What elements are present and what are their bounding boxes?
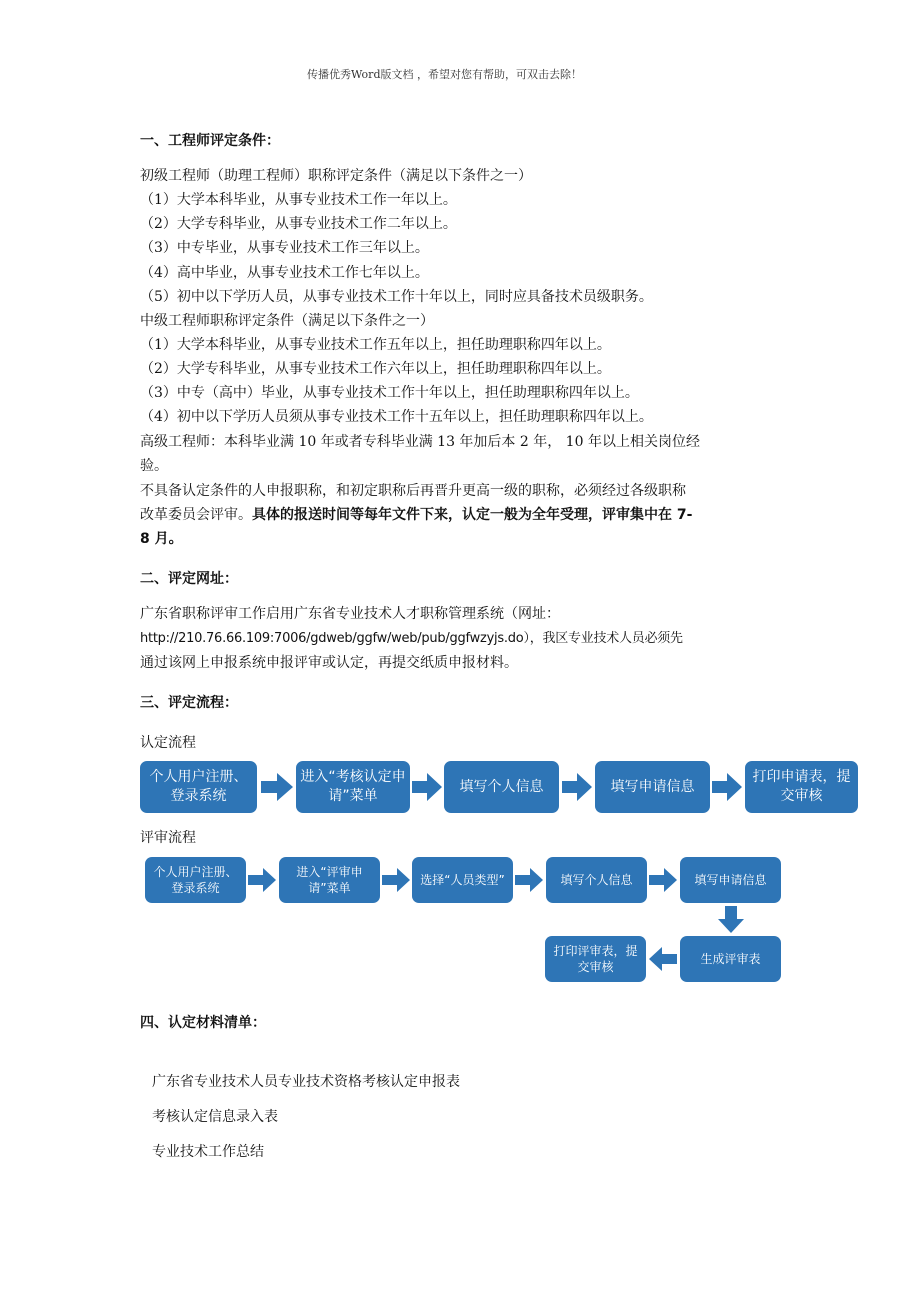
note-bold-cont: 8 月。 (140, 531, 183, 547)
flow-2-label: 评审流程 (140, 830, 196, 846)
arrow-right-icon (712, 773, 742, 801)
arrow-right-icon (248, 868, 276, 892)
note-paragraph: 不具备认定条件的人申报职称，和初定职称后再晋升更高一级的职称，必须经过各级职称 (140, 483, 686, 499)
flow-1-label: 认定流程 (140, 735, 196, 751)
site-paragraph-end: 通过该网上申报系统申报评审或认定，再提交纸质申报材料。 (140, 655, 518, 671)
site-url-line: http://210.76.66.109:7006/gdweb/ggfw/web/pub/ggfwzyjs.do），我区专业技术人员必须先 (140, 631, 683, 646)
flow2-step-enter-menu: 进入“评审申请”菜单 (279, 857, 380, 903)
material-item: 专业技术工作总结 (152, 1144, 264, 1160)
site-paragraph: 广东省职称评审工作启用广东省专业技术人才职称管理系统（网址： (140, 606, 560, 622)
arrow-right-icon (412, 773, 442, 801)
section-2-title: 二、评定网址： (140, 571, 238, 587)
arrow-down-icon (718, 906, 744, 933)
junior-title: 初级工程师（助理工程师）职称评定条件（满足以下条件之一） (140, 168, 532, 184)
note-paragraph-line3 (140, 527, 183, 551)
flow2-step-register: 个人用户注册、登录系统 (145, 857, 246, 903)
mid-item: （3）中专（高中）毕业，从事专业技术工作十年以上，担任助理职称四年以上。 (140, 385, 639, 401)
section-3-title: 三、评定流程： (140, 695, 238, 711)
flow1-step-print-submit: 打印申请表，提交审核 (745, 761, 858, 813)
junior-item: （2）大学专科毕业，从事专业技术工作二年以上。 (140, 216, 457, 232)
note-bold: 具体的报送时间等每年文件下来，认定一般为全年受理，评审集中在 7- (252, 507, 693, 523)
flow2-step-choose-type: 选择“人员类型” (412, 857, 513, 903)
flow2-step-generate-form: 生成评审表 (680, 936, 781, 982)
flow2-step-print-submit: 打印评审表，提交审核 (545, 936, 646, 982)
flow1-step-application-info: 填写申请信息 (595, 761, 710, 813)
arrow-right-icon (649, 868, 677, 892)
arrow-right-icon (261, 773, 293, 801)
mid-item: （2）大学专科毕业，从事专业技术工作六年以上，担任助理职称四年以上。 (140, 361, 611, 377)
material-item: 考核认定信息录入表 (152, 1109, 278, 1125)
arrow-right-icon (515, 868, 543, 892)
section-4-title: 四、认定材料清单： (140, 1015, 266, 1031)
senior-condition-cont: 验。 (140, 458, 168, 474)
note-paragraph-line2 (140, 503, 692, 527)
flow1-step-enter-menu: 进入“考核认定申请”菜单 (296, 761, 410, 813)
mid-title: 中级工程师职称评定条件（满足以下条件之一） (140, 313, 434, 329)
mid-item: （1）大学本科毕业，从事专业技术工作五年以上，担任助理职称四年以上。 (140, 337, 611, 353)
flow2-step-application-info: 填写申请信息 (680, 857, 781, 903)
senior-condition: 高级工程师：本科毕业满 10 年或者专科毕业满 13 年加后本 2 年， 10 年以上相关岗位经 (140, 434, 700, 450)
junior-item: （1）大学本科毕业，从事专业技术工作一年以上。 (140, 192, 457, 208)
flow1-step-register: 个人用户注册、登录系统 (140, 761, 257, 813)
junior-item: （4）高中毕业，从事专业技术工作七年以上。 (140, 265, 429, 281)
flow1-step-personal-info: 填写个人信息 (444, 761, 559, 813)
material-item: 广东省专业技术人员专业技术资格考核认定申报表 (152, 1074, 460, 1090)
junior-item: （3）中专毕业，从事专业技术工作三年以上。 (140, 240, 429, 256)
note-plain: 改革委员会评审。 (140, 507, 252, 523)
arrow-left-icon (649, 947, 677, 971)
mid-item: （4）初中以下学历人员须从事专业技术工作十五年以上，担任助理职称四年以上。 (140, 409, 653, 425)
arrow-right-icon (382, 868, 410, 892)
flow2-step-personal-info: 填写个人信息 (546, 857, 647, 903)
junior-item: （5）初中以下学历人员，从事专业技术工作十年以上，同时应具备技术员级职务。 (140, 289, 653, 305)
arrow-right-icon (562, 773, 592, 801)
header-note: 传播优秀Word版文档 ，希望对您有帮助，可双击去除！ (307, 68, 582, 81)
section-1-title: 一、工程师评定条件： (140, 133, 280, 149)
